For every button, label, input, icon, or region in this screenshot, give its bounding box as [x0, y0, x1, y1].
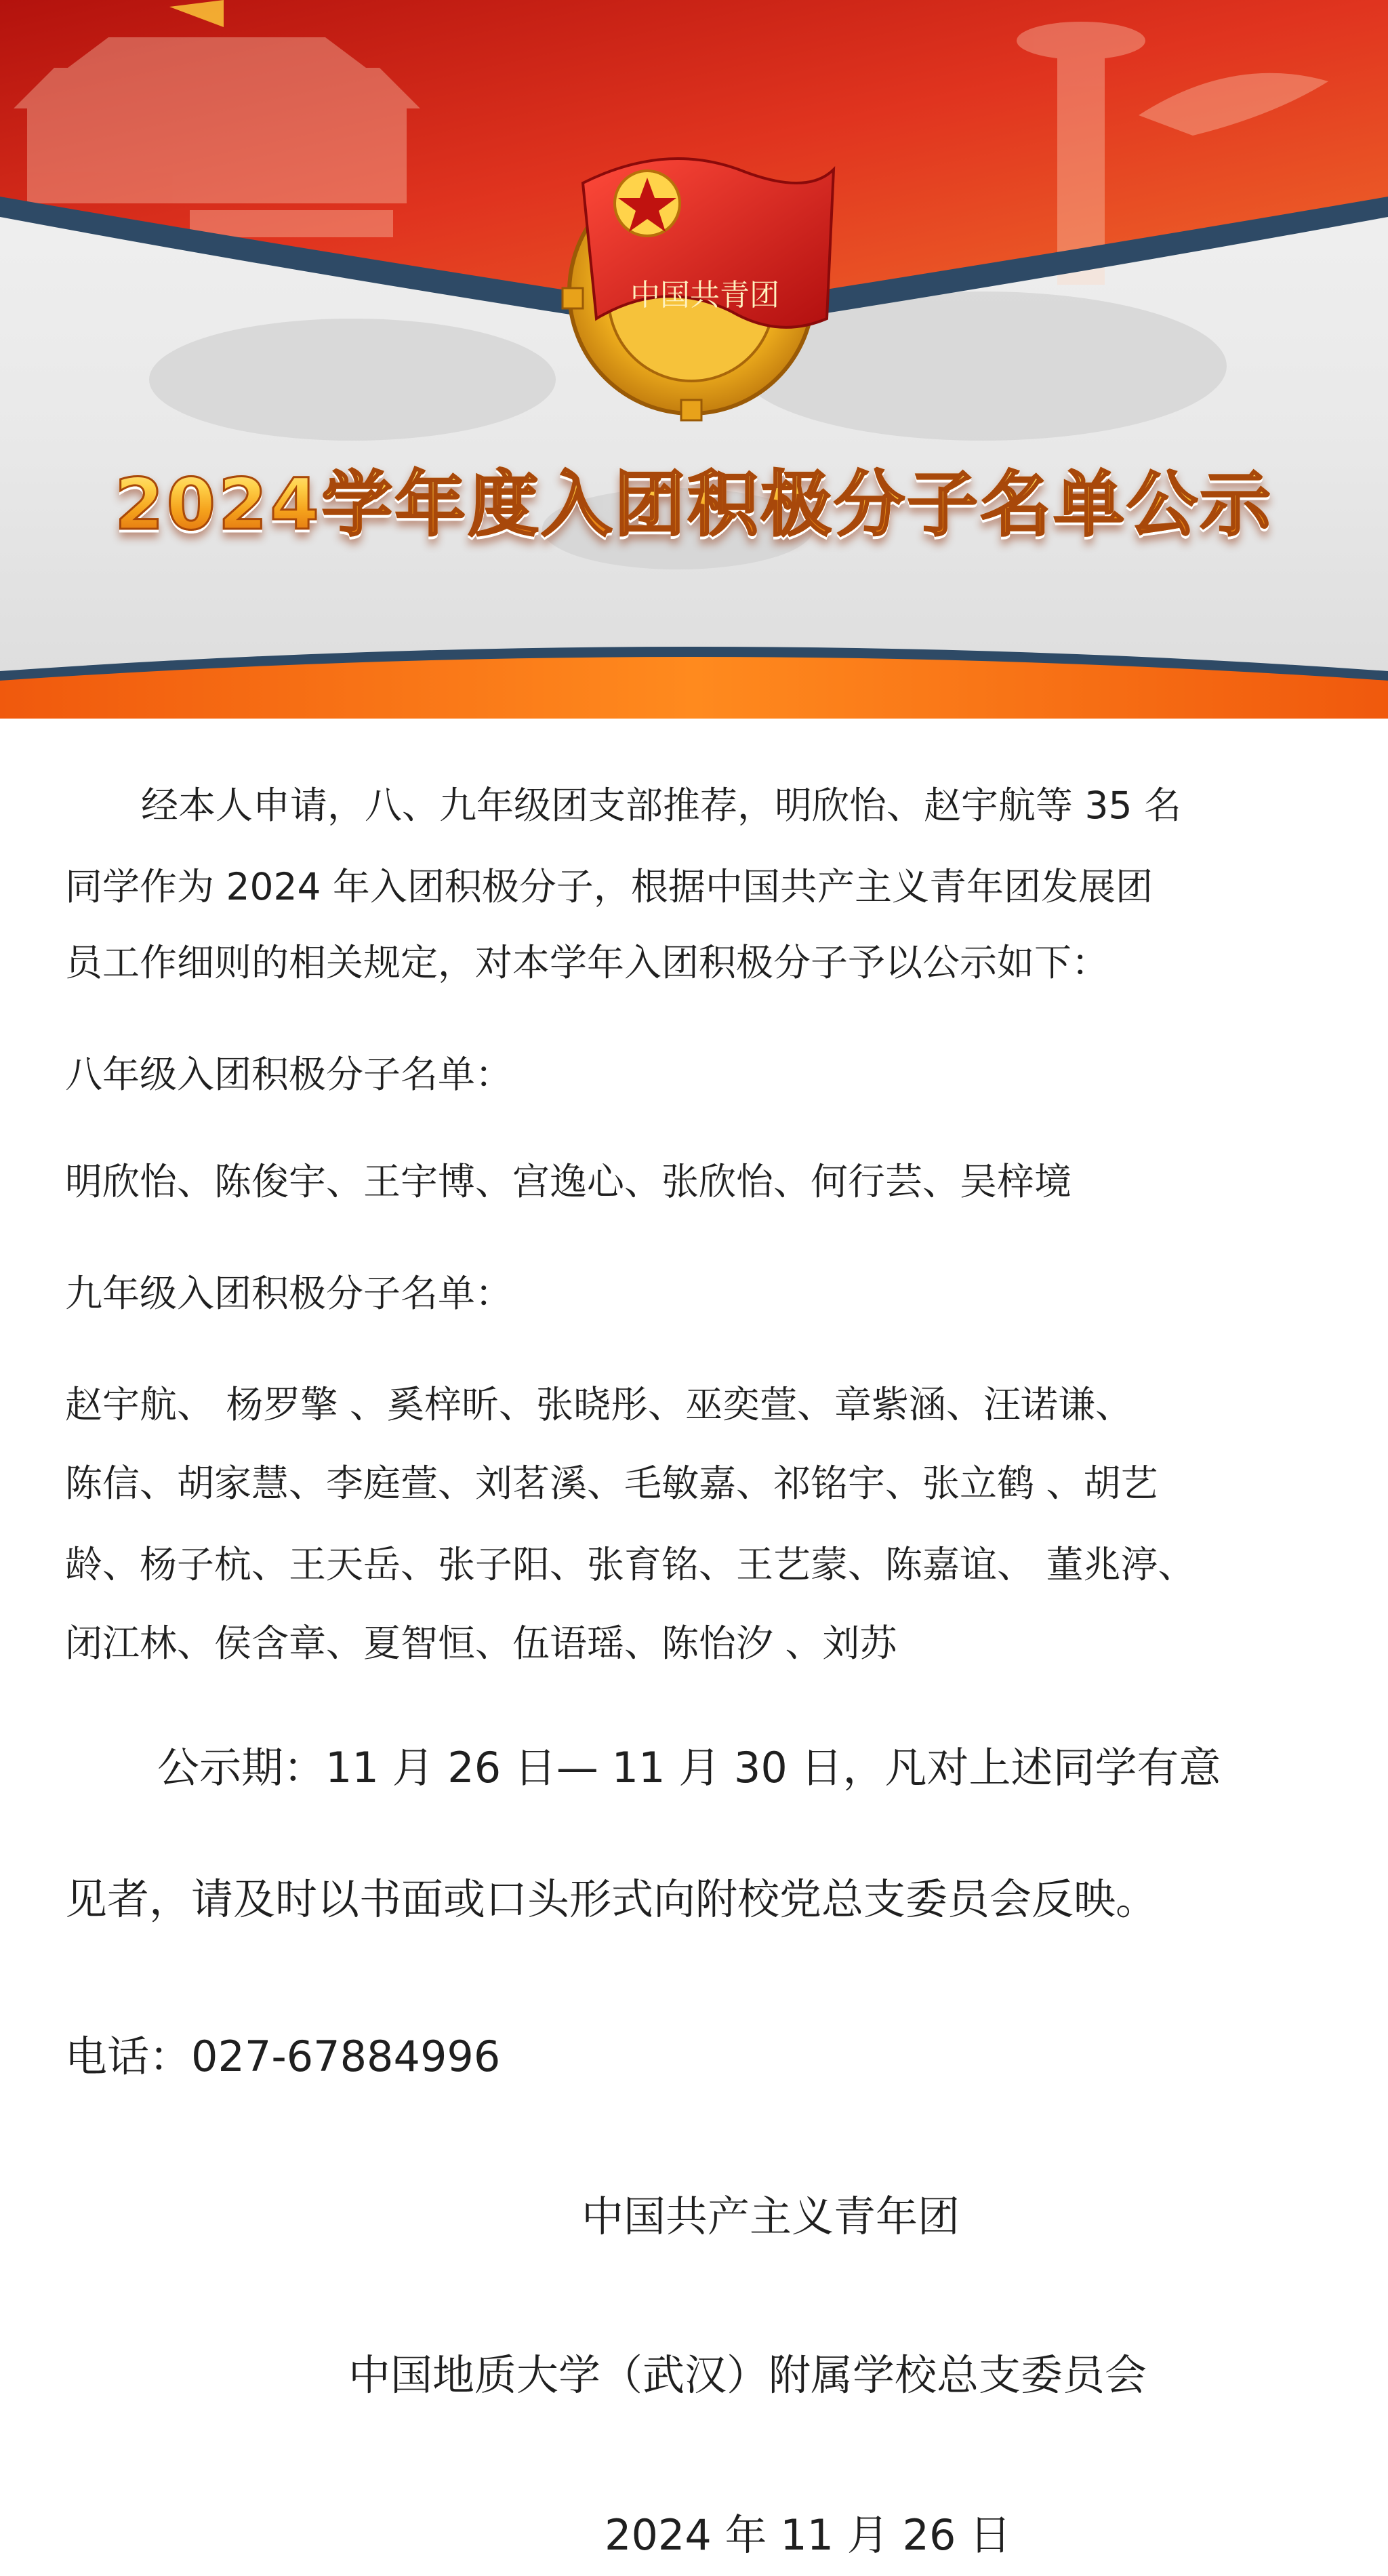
- page-title: 2024学年度入团积极分子名单公示: [0, 447, 1388, 549]
- notice-period-line-1: 公示期：11 月 26 日— 11 月 30 日，凡对上述同学有意: [157, 1743, 1221, 1792]
- header-banner: [0, 0, 1388, 719]
- banner-artwork: [0, 0, 1388, 719]
- grade9-names-line-4: 闭江林、侯含章、夏智恒、伍语瑶、陈怡汐 、刘苏: [65, 1622, 897, 1665]
- signature-date: 2024 年 11 月 26 日: [605, 2510, 1012, 2560]
- phone-number: 电话：027-67884996: [65, 2032, 501, 2081]
- signature-org: 中国共产主义青年团: [581, 2192, 960, 2241]
- grade9-names-line-1: 赵宇航、 杨罗擎 、奚梓昕、张晓彤、巫奕萱、章紫涵、汪诺谦、: [65, 1383, 1132, 1426]
- grade9-names-line-2: 陈信、胡家慧、李庭萱、刘茗溪、毛敏嘉、祁铭宇、张立鹤 、胡艺: [65, 1462, 1158, 1505]
- grade8-names: 明欣怡、陈俊宇、王宇博、宫逸心、张欣怡、何行芸、吴梓境: [65, 1160, 1072, 1203]
- intro-line-1: 经本人申请，八、九年级团支部推荐，明欣怡、赵宇航等 35 名: [141, 784, 1181, 827]
- notice-period-line-2: 见者，请及时以书面或口头形式向附校党总支委员会反映。: [65, 1874, 1158, 1924]
- grade9-heading: 九年级入团积极分子名单：: [65, 1272, 513, 1315]
- signature-committee: 中国地质大学（武汉）附属学校总支委员会: [348, 2350, 1147, 2400]
- grade9-names-line-3: 龄、杨子杭、王天岳、张子阳、张育铭、王艺蒙、陈嘉谊、 董兆渟、: [65, 1543, 1196, 1586]
- intro-line-3: 员工作细则的相关规定，对本学年入团积极分子予以公示如下：: [65, 941, 1109, 984]
- emblem-text: 中国共青团: [630, 278, 779, 313]
- intro-line-2: 同学作为 2024 年入团积极分子，根据中国共产主义青年团发展团: [65, 865, 1153, 908]
- grade8-heading: 八年级入团积极分子名单：: [65, 1053, 513, 1096]
